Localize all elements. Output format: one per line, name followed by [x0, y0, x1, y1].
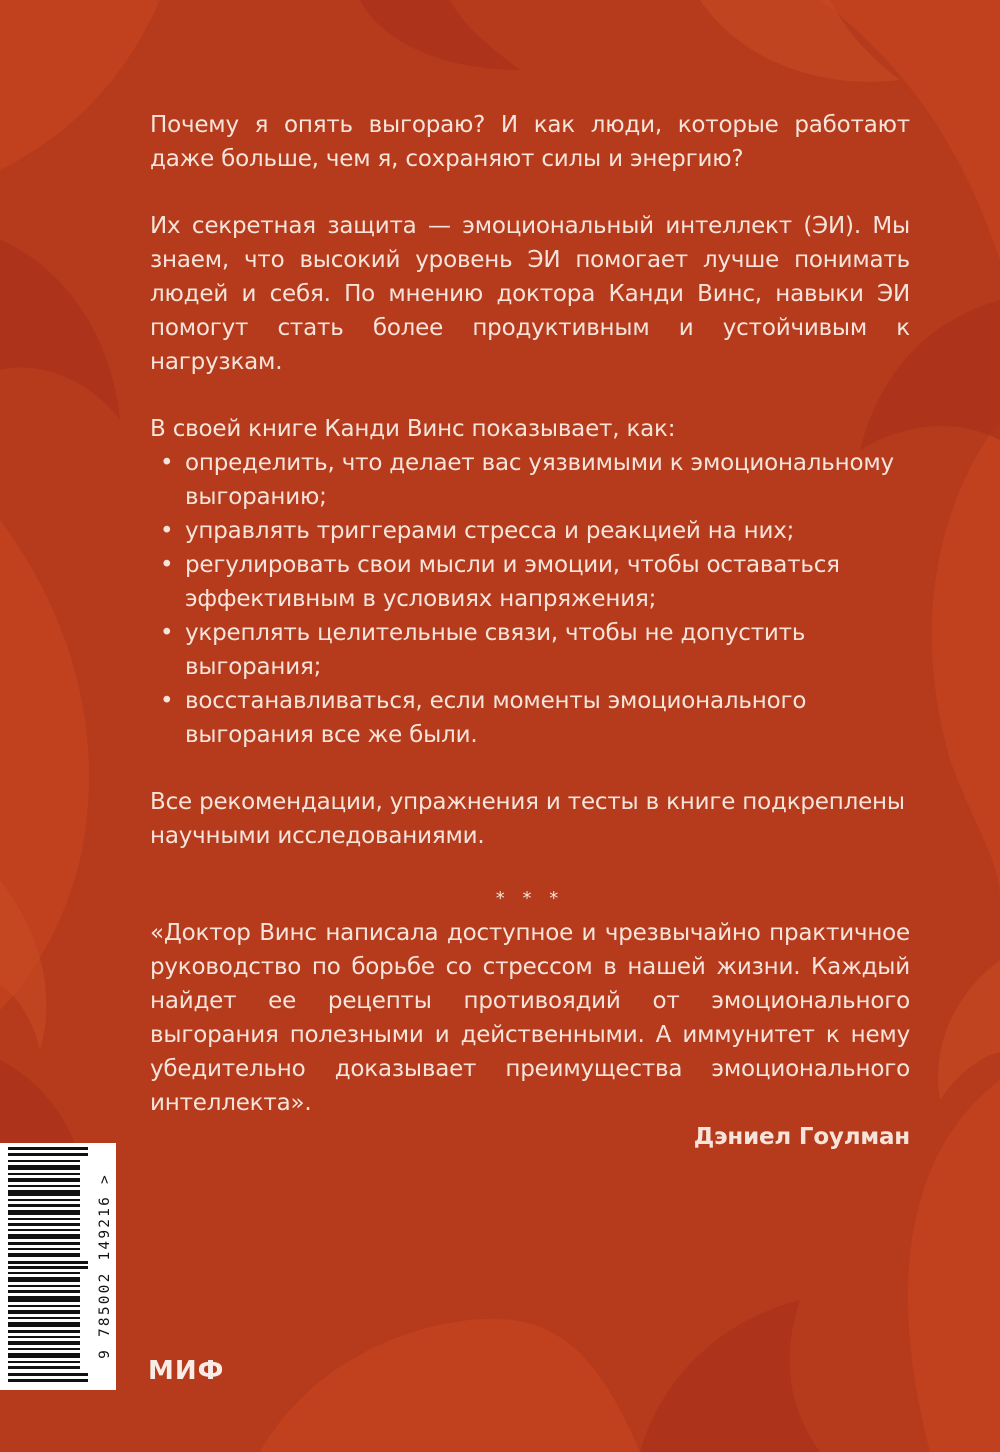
quote-author: Дэниел Гоулман — [693, 1124, 910, 1150]
benefits-list — [150, 446, 910, 752]
list-item: • укреплять целительные связи, чтобы не допустить выгорания; — [150, 616, 910, 684]
list-intro: В своей книге Канди Винс показывает, как: — [150, 416, 676, 442]
section-separator: * * * — [495, 888, 565, 909]
list-item: • регулировать свои мысли и эмоции, чтобы оставаться эффективным в условиях напряжения; — [150, 548, 910, 616]
ei-paragraph: Их секретная защита — эмоциональный интеллект (ЭИ). Мы знаем, что высокий уровень ЭИ помогает лучше понимать людей и себя. По мнению доктора Канди Винс, навыки ЭИ помогут стать более продуктивным и устойчивым к нагрузкам. — [150, 213, 910, 375]
barcode-icon — [8, 1147, 94, 1383]
barcode-digits — [94, 1147, 116, 1385]
mif-logo-icon: МИФ — [148, 1356, 225, 1386]
research-paragraph: Все рекомендации, упражнения и тесты в книге подкреплены научными исследованиями. — [150, 789, 905, 849]
endorsement-quote: «Доктор Винс написала доступное и чрезвычайно практичное руководство по борьбе со стрессом в нашей жизни. Каждый найдет ее рецепты противоядий от эмоционального выгорания полезными и действенными. А иммунитет к нему убедительно доказывает преимущества эмоционального интеллекта». — [150, 920, 910, 1116]
isbn-number: 9 785002 149216 > — [97, 1173, 113, 1359]
list-item: • управлять триггерами стресса и реакцией на них; — [150, 514, 910, 548]
list-item: • восстанавливаться, если моменты эмоционального выгорания все же были. — [150, 684, 910, 752]
intro-paragraph: Почему я опять выгораю? И как люди, которые работают даже больше, чем я, сохраняют силы и энергию? — [150, 112, 910, 172]
barcode — [0, 1143, 116, 1390]
list-item: • определить, что делает вас уязвимыми к эмоциональному выгоранию; — [150, 446, 910, 514]
back-cover-text — [150, 108, 910, 1154]
